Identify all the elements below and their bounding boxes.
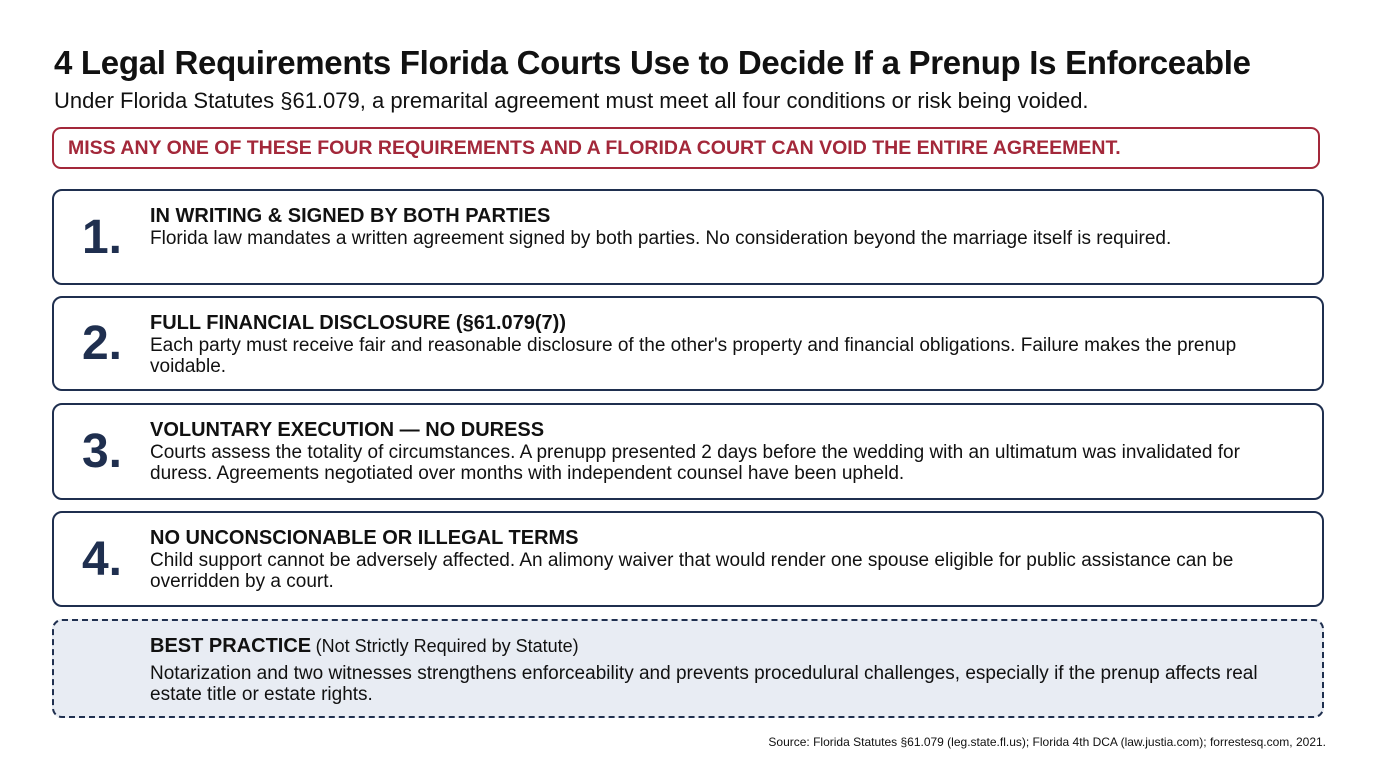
source-citation: Source: Florida Statutes §61.079 (leg.state.fl.us); Florida 4th DCA (law.justia.com); forrestesq.com, 2021. [768, 735, 1326, 749]
requirement-description: Each party must receive fair and reasonable disclosure of the other's property and financial obligations. Failure makes the prenup voidable. [150, 335, 1237, 377]
requirement-number: 4. [81, 532, 123, 586]
warning-banner [52, 127, 1320, 169]
requirement-card-1 [52, 189, 1324, 285]
requirement-title: VOLUNTARY EXECUTION — NO DURESS [150, 419, 545, 441]
requirement-number: 2. [81, 317, 123, 370]
requirement-title: FULL FINANCIAL DISCLOSURE (§61.079(7)) [150, 312, 566, 334]
best-practice-description: Notarization and two witnesses strengthens enforceability and prevents procedulural challenges, especially if the prenup affects real estate title or estate rights. [150, 663, 1258, 705]
requirement-description: Courts assess the totality of circumstances. A prenupp presented 2 days before the wedding with an ultimatum was invalidated for duress. Agreements negotiated over months with independent counsel have been upheld. [150, 442, 1240, 484]
page-title: 4 Legal Requirements Florida Courts Use to Decide If a Prenup Is Enforceable [54, 44, 1251, 81]
requirement-number: 1. [81, 210, 123, 264]
requirement-title: NO UNCONSCIONABLE OR ILLEGAL TERMS [150, 527, 579, 549]
page-subtitle: Under Florida Statutes §61.079, a premarital agreement must meet all four conditions or risk being voided. [54, 88, 1089, 113]
requirement-card-4 [52, 511, 1324, 607]
requirement-description: Florida law mandates a written agreement signed by both parties. No consideration beyond the marriage itself is required. [150, 228, 1172, 249]
requirement-description: Child support cannot be adversely affected. An alimony waiver that would render one spouse eligible for public assistance can be overridden by a court. [150, 550, 1234, 592]
warning-text: MISS ANY ONE OF THESE FOUR REQUIREMENTS AND A FLORIDA COURT CAN VOID THE ENTIRE AGREEMENT. [68, 136, 1121, 159]
best-practice-subtitle: (Not Strictly Required by Statute) [315, 636, 579, 656]
best-practice-card [52, 619, 1324, 718]
best-practice-title: BEST PRACTICE [150, 635, 312, 657]
requirement-number: 3. [81, 425, 123, 478]
requirement-card-2 [52, 296, 1324, 391]
requirement-title: IN WRITING & SIGNED BY BOTH PARTIES [150, 205, 551, 227]
requirement-card-3 [52, 403, 1324, 500]
